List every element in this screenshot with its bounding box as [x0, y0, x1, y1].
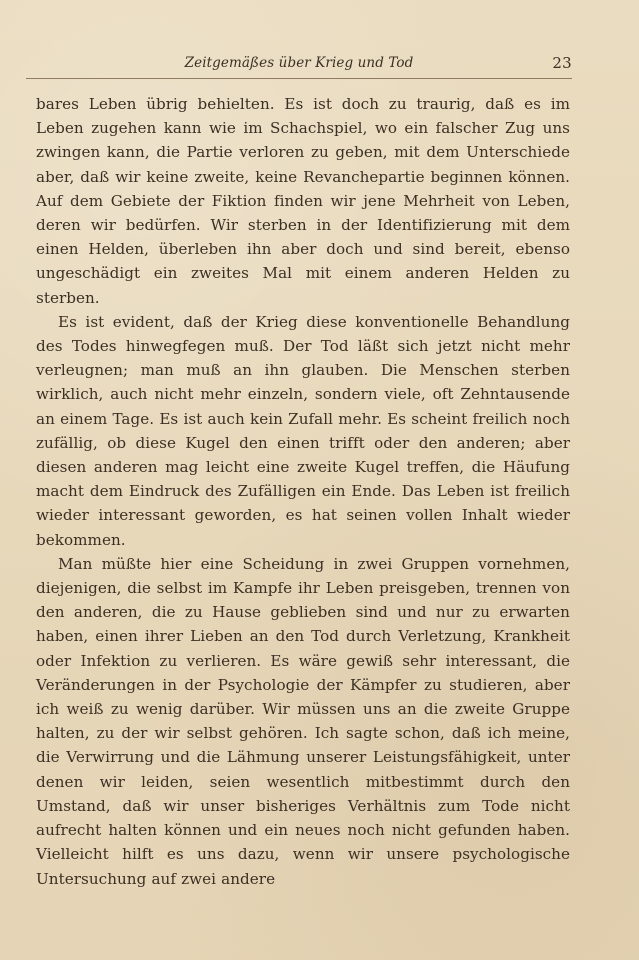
running-head [26, 54, 572, 79]
main-text [36, 92, 570, 891]
running-title: Zeitgemäßes über Krieg und Tod [184, 55, 414, 71]
paragraph-two-groups: Man müßte hier eine Scheidung in zwei Gruppen vornehmen, diejenigen, die selbst im Kampfe ihr Leben preisgeben, trennen von den anderen, die zu Hause geblieben sind und nur zu erwarten haben, einen ihrer Lieben an den Tod durch Verletzung, Krankheit oder Infektion zu verlieren. Es wäre gewiß sehr interessant, die Veränderungen in der Psychologie der Kämpfer zu studieren, aber ich weiß zu wenig darüber. Wir müssen uns an die zweite Gruppe halten, zu der wir selbst gehören. Ich sagte schon, daß ich meine, die Verwirrung und die Lähmung unserer Leistungsfähigkeit, unter denen wir leiden, seien wesentlich mitbestimmt durch den Umstand, daß wir unser bisheriges Verhältnis zum Tode nicht aufrecht halten können und ein neues noch nicht gefunden haben. Vielleicht hilft es uns dazu, wenn wir unsere psychologische Untersuchung auf zwei andere [36, 554, 570, 888]
paragraph-war-and-death: Es ist evident, daß der Krieg diese konventionelle Behandlung des Todes hinwegfegen muß. Der Tod läßt sich jetzt nicht mehr verleugnen; man muß an ihn glauben. Die Menschen sterben wirklich, auch nicht mehr einzeln, sondern viele, oft Zehntausende an einem Tage. Es ist auch kein Zufall mehr. Es scheint freilich noch zufällig, ob diese Kugel den einen trifft oder den anderen; aber diesen anderen mag leicht eine zweite Kugel treffen, die Häufung macht dem Eindruck des Zufälligen ein Ende. Das Leben ist freilich wieder interessant geworden, es hat seinen vollen Inhalt wieder bekommen. [36, 312, 570, 549]
paragraph-continuation: bares Leben übrig behielten. Es ist doch zu traurig, daß es im Leben zugehen kann wie im Schachspiel, wo ein falscher Zug uns zwingen kann, die Partie verloren zu geben, mit dem Unterschiede aber, daß wir keine zweite, keine Revanchepartie beginnen können. Auf dem Gebiete der Fiktion finden wir jene Mehrheit von Leben, deren wir bedürfen. Wir sterben in der Identifizierung mit dem einen Helden, überleben ihn aber doch und sind bereit, ebenso ungeschädigt ein zweites Mal mit einem anderen Helden zu sterben. [36, 95, 570, 307]
page-number: 23 [552, 54, 572, 72]
